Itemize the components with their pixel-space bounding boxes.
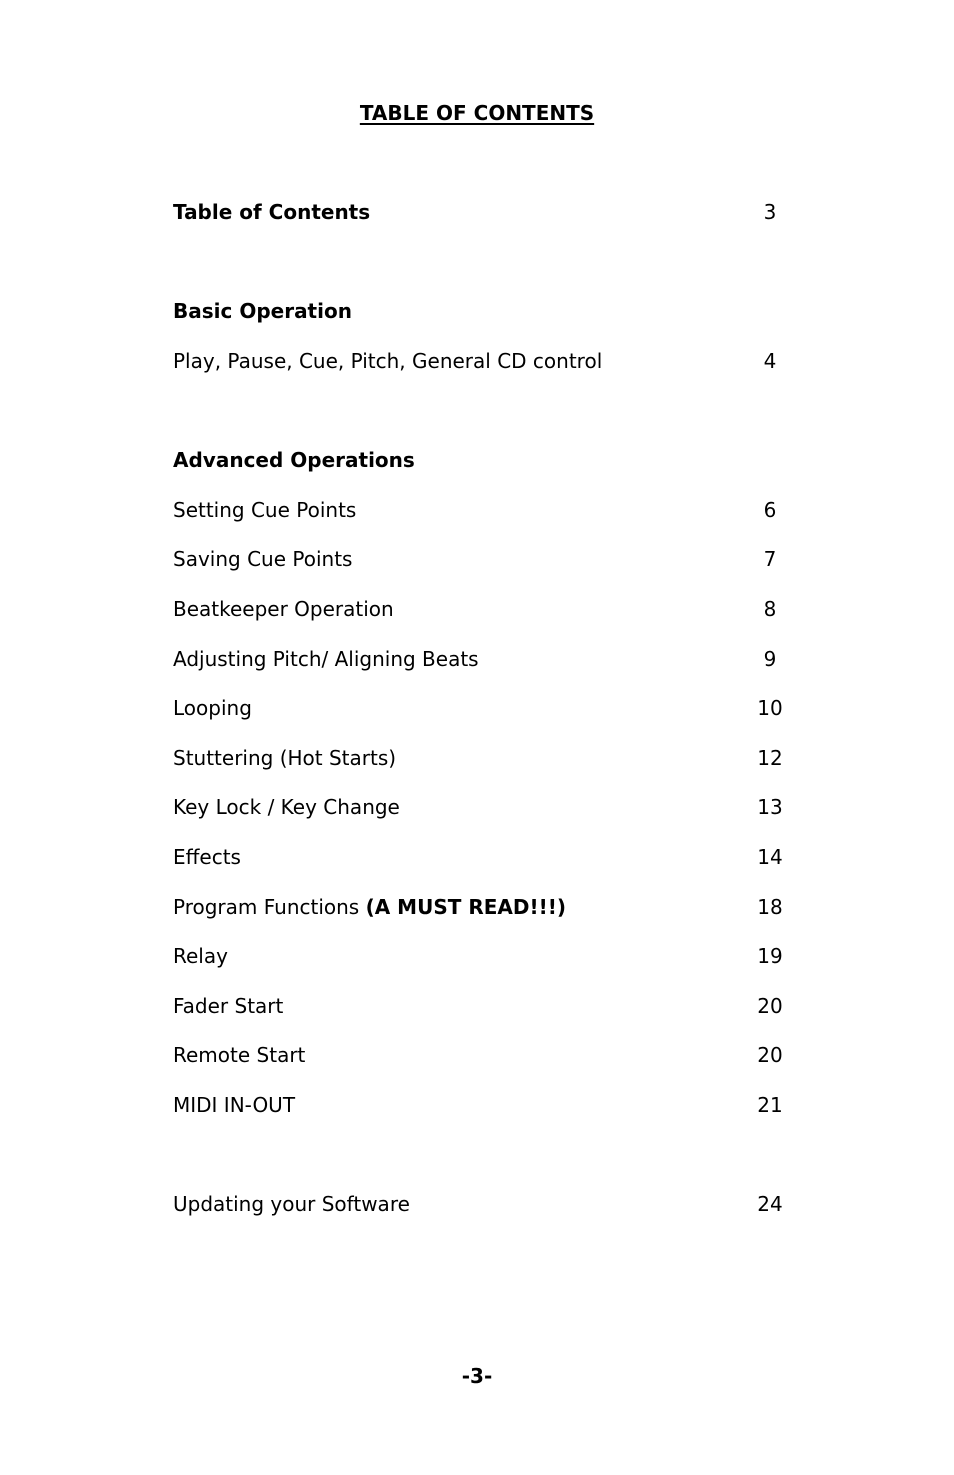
toc-entry-label: Setting Cue Points bbox=[173, 498, 357, 522]
toc-entry-label: Saving Cue Points bbox=[173, 547, 353, 571]
toc-entry-page: 8 bbox=[763, 597, 777, 621]
toc-entry-page: 19 bbox=[757, 944, 783, 968]
toc-entry-looping bbox=[173, 694, 793, 722]
toc-entry-page: 3 bbox=[763, 200, 777, 224]
toc-entry-label bbox=[173, 893, 566, 921]
toc-entry-label: Relay bbox=[173, 944, 228, 968]
page-number: -3- bbox=[461, 1364, 493, 1388]
page-title: TABLE OF CONTENTS bbox=[359, 101, 595, 125]
toc-entry-remote-start bbox=[173, 1041, 793, 1069]
toc-entry-page: 13 bbox=[757, 795, 783, 819]
toc-entry-stuttering bbox=[173, 744, 793, 772]
toc-entry-label: Effects bbox=[173, 845, 241, 869]
toc-entry-midi bbox=[173, 1091, 793, 1119]
toc-entry-page: 14 bbox=[757, 845, 783, 869]
toc-entry-key-lock bbox=[173, 793, 793, 821]
section-heading-label: Basic Operation bbox=[173, 299, 352, 323]
toc-entry-play-pause bbox=[173, 347, 793, 375]
section-heading-basic-operation bbox=[173, 297, 793, 325]
toc-entry-page: 7 bbox=[763, 547, 777, 571]
toc-entry-page: 6 bbox=[763, 498, 777, 522]
toc-entry-label: Stuttering (Hot Starts) bbox=[173, 746, 397, 770]
toc-entry-label: Fader Start bbox=[173, 994, 284, 1018]
toc-entry-beatkeeper bbox=[173, 595, 793, 623]
toc-entry-page: 10 bbox=[757, 696, 783, 720]
toc-entry-page: 9 bbox=[763, 647, 777, 671]
toc-entry-relay bbox=[173, 942, 793, 970]
toc-entry-saving-cue-points bbox=[173, 545, 793, 573]
toc-entry-fader-start bbox=[173, 992, 793, 1020]
toc-entry-adjusting-pitch bbox=[173, 645, 793, 673]
toc-entry-table-of-contents bbox=[173, 198, 793, 226]
toc-entry-label: Beatkeeper Operation bbox=[173, 597, 394, 621]
toc-entry-label: Looping bbox=[173, 696, 252, 720]
toc-entry-label: Play, Pause, Cue, Pitch, General CD control bbox=[173, 349, 603, 373]
toc-entry-page: 20 bbox=[757, 994, 783, 1018]
toc-entry-label-text: Program Functions bbox=[173, 895, 366, 919]
toc-entry-label: Table of Contents bbox=[173, 200, 371, 224]
toc-entry-page: 18 bbox=[757, 895, 783, 919]
toc-entry-page: 24 bbox=[757, 1192, 783, 1216]
toc-entry-label: Remote Start bbox=[173, 1043, 306, 1067]
section-heading-advanced-operations bbox=[173, 446, 793, 474]
toc-entry-label: Adjusting Pitch/ Aligning Beats bbox=[173, 647, 479, 671]
toc-entry-updating-software bbox=[173, 1190, 793, 1218]
toc-entry-label: MIDI IN-OUT bbox=[173, 1093, 296, 1117]
toc-entry-setting-cue-points bbox=[173, 496, 793, 524]
section-heading-label: Advanced Operations bbox=[173, 448, 415, 472]
toc-entry-label: Updating your Software bbox=[173, 1192, 410, 1216]
toc-entry-emphasis: (A MUST READ!!!) bbox=[365, 895, 566, 919]
toc-entry-program-functions bbox=[173, 893, 793, 921]
toc-entry-label: Key Lock / Key Change bbox=[173, 795, 400, 819]
toc-entry-page: 20 bbox=[757, 1043, 783, 1067]
toc-entry-effects bbox=[173, 843, 793, 871]
toc-entry-page: 4 bbox=[763, 349, 777, 373]
toc-entry-page: 12 bbox=[757, 746, 783, 770]
toc-entry-page: 21 bbox=[757, 1093, 783, 1117]
